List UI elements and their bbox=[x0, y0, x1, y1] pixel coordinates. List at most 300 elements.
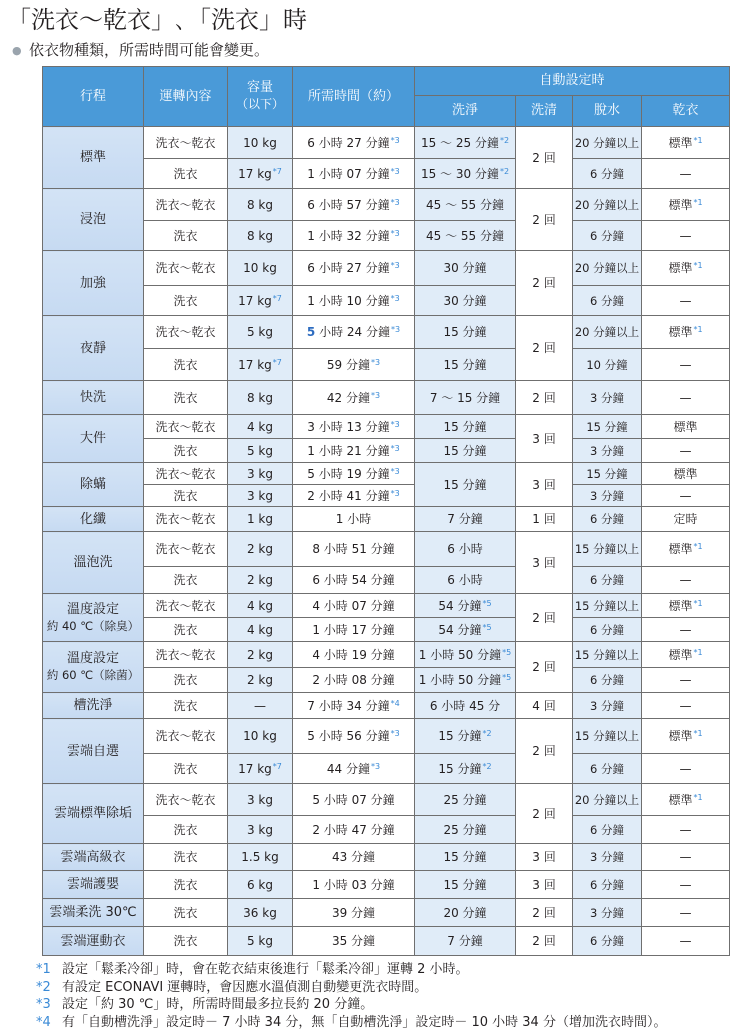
mode-cell bbox=[144, 618, 228, 642]
spin-cell-text: 6 分鐘 bbox=[590, 622, 624, 637]
header-course bbox=[43, 67, 144, 127]
time-cell bbox=[293, 221, 415, 251]
spin-cell bbox=[573, 127, 642, 159]
mode-cell-text: 洗衣 bbox=[173, 905, 198, 920]
rinse-cell bbox=[516, 189, 573, 251]
footnote-ref: *1 bbox=[693, 729, 703, 738]
time-cell bbox=[293, 816, 415, 844]
dry-cell-text: 標準 bbox=[668, 647, 693, 662]
footnote-1 bbox=[36, 961, 666, 979]
footnote-ref: *1 bbox=[693, 647, 703, 657]
bullet-icon: ● bbox=[12, 44, 22, 57]
time-cell bbox=[293, 784, 415, 816]
footnote-ref: *2 bbox=[482, 729, 492, 738]
program-name bbox=[43, 899, 144, 927]
table-row bbox=[43, 485, 730, 507]
spin-cell bbox=[573, 349, 642, 381]
header-capacity-sublabel: （以下） bbox=[235, 97, 284, 111]
capacity-cell bbox=[228, 251, 293, 286]
dry-cell bbox=[642, 784, 730, 816]
rinse-cell bbox=[516, 642, 573, 693]
wash-cell-text: 15 分鐘 bbox=[443, 477, 487, 492]
table-row bbox=[43, 754, 730, 784]
rinse-cell bbox=[516, 507, 573, 532]
time-cell-text: 2 小時 41 分鐘 bbox=[307, 488, 390, 503]
dry-cell-text: 標準 bbox=[668, 135, 693, 150]
wash-cell-text: 30 分鐘 bbox=[443, 293, 487, 308]
header-mode-label: 運轉內容 bbox=[159, 88, 212, 104]
time-cell bbox=[293, 871, 415, 899]
spin-cell-text: 20 分鐘以上 bbox=[574, 135, 640, 150]
wash-cell bbox=[415, 594, 516, 618]
program-name-label: 槽洗淨 bbox=[73, 698, 113, 713]
wash-cell-text: 25 分鐘 bbox=[443, 792, 487, 807]
mode-cell-text: 洗衣 bbox=[173, 390, 198, 405]
dry-cell bbox=[642, 507, 730, 532]
time-cell-text: 6 小時 54 分鐘 bbox=[312, 573, 395, 587]
spin-cell-text: 20 分鐘以上 bbox=[574, 792, 640, 807]
footnote-ref: *3 bbox=[390, 419, 400, 429]
time-cell-text: 6 小時 27 分鐘 bbox=[307, 135, 390, 150]
mode-cell-text: 洗衣～乾衣 bbox=[155, 792, 216, 807]
rinse-cell bbox=[516, 251, 573, 316]
wash-cell bbox=[415, 668, 516, 693]
spin-cell-text: 3 分鐘 bbox=[590, 698, 624, 713]
capacity-cell-text: 2 kg bbox=[246, 647, 273, 662]
wash-cell-text: 30 分鐘 bbox=[443, 261, 487, 275]
time-cell bbox=[293, 532, 415, 567]
wash-cell bbox=[415, 693, 516, 719]
program-name-sublabel: 約 40 ℃（除臭） bbox=[46, 618, 140, 633]
mode-cell bbox=[144, 507, 228, 532]
capacity-cell bbox=[228, 594, 293, 618]
dry-cell-text: — bbox=[679, 488, 692, 503]
wash-cell bbox=[415, 439, 516, 463]
program-name bbox=[43, 189, 144, 251]
mode-cell bbox=[144, 349, 228, 381]
rinse-cell bbox=[516, 381, 573, 415]
capacity-cell-text: 4 kg bbox=[246, 598, 273, 613]
header-rinse-label: 洗清 bbox=[530, 103, 557, 118]
capacity-cell-text: 8 kg bbox=[246, 390, 273, 405]
program-name bbox=[43, 927, 144, 956]
capacity-cell bbox=[228, 463, 293, 485]
footnote-ref: *3 bbox=[390, 466, 400, 476]
spin-cell-text: 10 分鐘 bbox=[586, 357, 628, 372]
dry-cell bbox=[642, 485, 730, 507]
dry-cell-text: — bbox=[679, 622, 692, 637]
time-cell-text: 7 小時 34 分鐘 bbox=[307, 698, 390, 713]
dry-cell bbox=[642, 693, 730, 719]
dry-cell bbox=[642, 349, 730, 381]
dry-cell bbox=[642, 532, 730, 567]
spin-cell-text: 15 分鐘以上 bbox=[574, 598, 640, 613]
program-name bbox=[43, 594, 144, 642]
rinse-cell bbox=[516, 532, 573, 594]
dry-cell bbox=[642, 439, 730, 463]
time-cell bbox=[293, 618, 415, 642]
table-body bbox=[43, 127, 730, 956]
capacity-cell bbox=[228, 642, 293, 668]
program-name-label: 夜靜 bbox=[79, 340, 106, 356]
spin-cell-text: 3 分鐘 bbox=[590, 850, 624, 864]
header-mode bbox=[144, 67, 228, 127]
spin-cell bbox=[573, 754, 642, 784]
spin-cell-text: 6 分鐘 bbox=[590, 822, 624, 837]
capacity-cell bbox=[228, 286, 293, 316]
time-cell-text: 1 小時 bbox=[335, 512, 372, 526]
mode-cell bbox=[144, 159, 228, 189]
spin-cell bbox=[573, 381, 642, 415]
footnote-ref: *5 bbox=[482, 598, 492, 608]
dry-cell bbox=[642, 927, 730, 956]
table-row bbox=[43, 381, 730, 415]
wash-cell bbox=[415, 784, 516, 816]
spin-cell-text: 3 分鐘 bbox=[590, 488, 624, 503]
mode-cell bbox=[144, 251, 228, 286]
wash-cell-text: 1 小時 50 分鐘 bbox=[418, 647, 502, 662]
capacity-cell-text: 3 kg bbox=[246, 488, 273, 503]
spin-cell bbox=[573, 286, 642, 316]
time-cell bbox=[293, 439, 415, 463]
spin-cell bbox=[573, 844, 642, 871]
time-cell-text: 43 分鐘 bbox=[331, 850, 376, 864]
table-row bbox=[43, 349, 730, 381]
mode-cell bbox=[144, 463, 228, 485]
capacity-cell-text: 2 kg bbox=[246, 673, 273, 687]
capacity-cell-text: 1 kg bbox=[246, 512, 273, 526]
table-row bbox=[43, 251, 730, 286]
dry-cell bbox=[642, 899, 730, 927]
mode-cell bbox=[144, 754, 228, 784]
header-spin bbox=[573, 96, 642, 127]
rinse-cell bbox=[516, 316, 573, 381]
time-cell-text: 1 小時 10 分鐘 bbox=[307, 293, 390, 308]
mode-cell-text: 洗衣 bbox=[173, 622, 198, 637]
table-row bbox=[43, 927, 730, 956]
wash-cell bbox=[415, 349, 516, 381]
wash-cell-text: 54 分鐘 bbox=[438, 622, 482, 637]
spin-cell-text: 15 分鐘以上 bbox=[574, 542, 640, 556]
program-name bbox=[43, 251, 144, 316]
rinse-cell bbox=[516, 693, 573, 719]
spin-cell-text: 15 分鐘 bbox=[586, 466, 628, 481]
spin-cell-text: 6 分鐘 bbox=[590, 934, 624, 948]
mode-cell-text: 洗衣～乾衣 bbox=[155, 729, 216, 743]
wash-cell-text: 15 分鐘 bbox=[443, 357, 487, 372]
wash-cell-text: 20 分鐘 bbox=[443, 905, 487, 920]
time-cell bbox=[293, 899, 415, 927]
spin-cell bbox=[573, 532, 642, 567]
wash-cell bbox=[415, 221, 516, 251]
table-row bbox=[43, 784, 730, 816]
capacity-cell bbox=[228, 485, 293, 507]
dry-cell-text: — bbox=[679, 166, 692, 181]
header-spin-label: 脫水 bbox=[593, 103, 620, 118]
mode-cell bbox=[144, 127, 228, 159]
capacity-cell-text: 17 kg bbox=[238, 357, 272, 372]
dry-cell-text: 定時 bbox=[673, 512, 698, 526]
program-name-label: 雲端護嬰 bbox=[66, 877, 119, 892]
rinse-cell-text: 2 回 bbox=[532, 276, 556, 290]
page-title: 「洗衣～乾衣」､「洗衣」時 bbox=[7, 6, 307, 34]
spin-cell bbox=[573, 871, 642, 899]
mode-cell bbox=[144, 693, 228, 719]
table-row bbox=[43, 439, 730, 463]
wash-cell bbox=[415, 927, 516, 956]
capacity-cell-text: 6 kg bbox=[246, 877, 273, 892]
footnote-ref: *1 bbox=[693, 197, 703, 207]
subtitle-text: 依衣物種類，所需時間可能會變更。 bbox=[29, 41, 270, 59]
footnote-ref: *3 bbox=[371, 390, 381, 400]
time-cell bbox=[293, 251, 415, 286]
rinse-cell-text: 2 回 bbox=[532, 660, 556, 674]
footnote-ref: *3 bbox=[390, 729, 400, 738]
rinse-cell-text: 2 回 bbox=[532, 390, 556, 405]
dry-cell-text: 標準 bbox=[668, 542, 693, 556]
capacity-cell bbox=[228, 381, 293, 415]
program-name bbox=[43, 642, 144, 693]
capacity-cell bbox=[228, 871, 293, 899]
mode-cell bbox=[144, 844, 228, 871]
spin-cell-text: 20 分鐘以上 bbox=[574, 261, 640, 275]
capacity-cell bbox=[228, 507, 293, 532]
header-wash-label: 洗淨 bbox=[451, 103, 478, 118]
footnote-mark: *2 bbox=[36, 979, 51, 995]
wash-cell bbox=[415, 532, 516, 567]
mode-cell-text: 洗衣 bbox=[173, 934, 198, 948]
dry-cell bbox=[642, 642, 730, 668]
capacity-cell-text: 8 kg bbox=[246, 228, 273, 243]
spin-cell bbox=[573, 221, 642, 251]
time-cell-text: 3 小時 13 分鐘 bbox=[307, 419, 390, 434]
footnote-ref: *4 bbox=[390, 698, 400, 708]
rinse-cell bbox=[516, 784, 573, 844]
header-auto-settings bbox=[415, 67, 730, 96]
wash-cell-text: 15 分鐘 bbox=[443, 877, 487, 892]
dry-cell-text: — bbox=[679, 293, 692, 308]
dry-cell-text: 標準 bbox=[668, 325, 693, 339]
table-row bbox=[43, 159, 730, 189]
capacity-cell bbox=[228, 899, 293, 927]
spin-cell bbox=[573, 439, 642, 463]
time-cell bbox=[293, 927, 415, 956]
capacity-cell-text: 2 kg bbox=[246, 542, 273, 556]
program-name-label: 快洗 bbox=[79, 390, 106, 405]
time-cell bbox=[293, 349, 415, 381]
program-name-sublabel: 約 60 ℃（除菌） bbox=[46, 668, 140, 682]
spin-cell-text: 6 分鐘 bbox=[590, 228, 624, 243]
header-capacity bbox=[228, 67, 293, 127]
time-cell-text: 4 小時 07 分鐘 bbox=[312, 598, 395, 613]
spin-cell bbox=[573, 463, 642, 485]
dry-cell-text: — bbox=[679, 877, 692, 892]
rinse-cell bbox=[516, 844, 573, 871]
program-name-label: 溫度設定 bbox=[66, 651, 119, 666]
program-name-label: 大件 bbox=[79, 431, 106, 446]
mode-cell bbox=[144, 784, 228, 816]
mode-cell-text: 洗衣 bbox=[173, 850, 198, 864]
program-name bbox=[43, 463, 144, 507]
rinse-cell-text: 3 回 bbox=[532, 477, 556, 492]
time-cell bbox=[293, 381, 415, 415]
spin-cell bbox=[573, 485, 642, 507]
spin-cell bbox=[573, 642, 642, 668]
footnote-ref: *3 bbox=[371, 761, 381, 771]
wash-cell bbox=[415, 286, 516, 316]
time-cell bbox=[293, 754, 415, 784]
table-row bbox=[43, 221, 730, 251]
header-dry bbox=[642, 96, 730, 127]
capacity-cell bbox=[228, 844, 293, 871]
header-dry-label: 乾衣 bbox=[672, 103, 699, 118]
mode-cell-text: 洗衣 bbox=[173, 877, 198, 892]
table-row bbox=[43, 532, 730, 567]
wash-cell-text: 45 ～ 55 分鐘 bbox=[426, 197, 504, 212]
footnote-ref: *5 bbox=[502, 647, 512, 657]
capacity-cell-text: 17 kg bbox=[238, 293, 272, 308]
mode-cell-text: 洗衣～乾衣 bbox=[155, 261, 216, 275]
rinse-cell bbox=[516, 899, 573, 927]
table-row bbox=[43, 567, 730, 594]
capacity-cell bbox=[228, 439, 293, 463]
mode-cell-text: 洗衣 bbox=[173, 228, 198, 243]
table-row bbox=[43, 189, 730, 221]
mode-cell-text: 洗衣 bbox=[173, 761, 198, 776]
time-cell bbox=[293, 316, 415, 349]
capacity-cell bbox=[228, 349, 293, 381]
wash-cell-text: 54 分鐘 bbox=[438, 598, 482, 613]
spin-cell bbox=[573, 668, 642, 693]
program-name-label: 浸泡 bbox=[79, 212, 106, 227]
capacity-cell bbox=[228, 567, 293, 594]
spin-cell bbox=[573, 159, 642, 189]
mode-cell bbox=[144, 286, 228, 316]
time-cell-text: 5 小時 19 分鐘 bbox=[307, 466, 390, 481]
mode-cell-text: 洗衣 bbox=[173, 673, 198, 687]
time-cell bbox=[293, 844, 415, 871]
spin-cell-text: 6 分鐘 bbox=[590, 512, 624, 526]
capacity-cell bbox=[228, 127, 293, 159]
table-row bbox=[43, 594, 730, 618]
program-name bbox=[43, 784, 144, 844]
wash-cell-text: 6 小時 bbox=[447, 573, 483, 587]
dry-cell bbox=[642, 127, 730, 159]
footnote-ref: *2 bbox=[499, 135, 510, 145]
mode-cell-text: 洗衣～乾衣 bbox=[155, 419, 216, 434]
footnote-ref: *3 bbox=[390, 261, 400, 270]
wash-cell-text: 15 分鐘 bbox=[438, 761, 482, 776]
mode-cell bbox=[144, 927, 228, 956]
wash-cell bbox=[415, 507, 516, 532]
rinse-cell-text: 2 回 bbox=[532, 150, 556, 165]
capacity-cell-text: 8 kg bbox=[246, 197, 273, 212]
program-name bbox=[43, 844, 144, 871]
mode-cell-text: 洗衣～乾衣 bbox=[155, 647, 216, 662]
time-cell-text: 39 分鐘 bbox=[331, 905, 376, 920]
spin-cell-text: 3 分鐘 bbox=[590, 443, 624, 458]
table-row bbox=[43, 816, 730, 844]
dry-cell-text: — bbox=[679, 390, 692, 405]
wash-cell bbox=[415, 719, 516, 754]
dry-cell-text: — bbox=[679, 673, 692, 687]
spin-cell-text: 6 分鐘 bbox=[590, 673, 624, 687]
program-name-label: 標準 bbox=[79, 150, 106, 165]
footnote-ref: *2 bbox=[482, 761, 492, 771]
capacity-cell bbox=[228, 719, 293, 754]
time-cell bbox=[293, 668, 415, 693]
mode-cell-text: 洗衣 bbox=[173, 822, 198, 837]
time-cell-text: 2 小時 08 分鐘 bbox=[312, 673, 395, 687]
footnote-ref: *5 bbox=[502, 673, 512, 682]
time-cell bbox=[293, 415, 415, 439]
mode-cell bbox=[144, 381, 228, 415]
time-cell-text: 5 小時 56 分鐘 bbox=[307, 729, 390, 743]
mode-cell bbox=[144, 221, 228, 251]
dry-cell-text: — bbox=[679, 698, 692, 713]
time-cell-text: 1 小時 32 分鐘 bbox=[307, 228, 390, 243]
capacity-cell-text: 5 kg bbox=[246, 443, 273, 458]
rinse-cell-text: 2 回 bbox=[532, 744, 556, 758]
spin-cell bbox=[573, 507, 642, 532]
program-name-label: 雲端柔洗 30℃ bbox=[49, 905, 137, 920]
wash-cell bbox=[415, 381, 516, 415]
rinse-cell-text: 2 回 bbox=[532, 934, 556, 948]
mode-cell-text: 洗衣 bbox=[173, 573, 198, 587]
rinse-cell bbox=[516, 594, 573, 642]
spin-cell bbox=[573, 927, 642, 956]
table-row bbox=[43, 871, 730, 899]
dry-cell-text: — bbox=[679, 822, 692, 837]
dry-cell bbox=[642, 668, 730, 693]
spin-cell bbox=[573, 316, 642, 349]
spin-cell-text: 6 分鐘 bbox=[590, 573, 624, 587]
rinse-cell-text: 3 回 bbox=[532, 555, 556, 570]
footnote-ref: *3 bbox=[390, 325, 401, 334]
time-cell bbox=[293, 567, 415, 594]
header-course-label: 行程 bbox=[79, 88, 106, 104]
table-row bbox=[43, 719, 730, 754]
capacity-cell-text: 3 kg bbox=[246, 466, 273, 481]
rinse-cell bbox=[516, 127, 573, 189]
capacity-cell bbox=[228, 415, 293, 439]
wash-cell-text: 15 分鐘 bbox=[443, 325, 487, 339]
dry-cell-text: 標準 bbox=[668, 197, 693, 212]
mode-cell bbox=[144, 816, 228, 844]
dry-cell bbox=[642, 251, 730, 286]
time-cell-text: 小時 24 分鐘 bbox=[315, 325, 390, 339]
footnote-ref: *2 bbox=[499, 166, 510, 176]
footnote-ref: *7 bbox=[272, 166, 282, 176]
program-name-label: 化纖 bbox=[79, 511, 106, 527]
program-name bbox=[43, 127, 144, 189]
program-name bbox=[43, 507, 144, 532]
spin-cell-text: 15 分鐘 bbox=[586, 419, 628, 434]
footnote-ref: *1 bbox=[693, 792, 703, 802]
mode-cell-text: 洗衣 bbox=[173, 698, 198, 713]
dry-cell bbox=[642, 463, 730, 485]
mode-cell bbox=[144, 415, 228, 439]
spin-cell-text: 15 分鐘以上 bbox=[574, 647, 640, 662]
header-time-label: 所需時間（約） bbox=[307, 88, 399, 104]
footnote-text: 有設定 ECONAVI 運轉時，會因應水溫偵測自動變更洗衣時間。 bbox=[62, 979, 428, 995]
time-cell-text: 1 小時 21 分鐘 bbox=[307, 443, 390, 458]
capacity-cell bbox=[228, 668, 293, 693]
dry-cell bbox=[642, 567, 730, 594]
mode-cell-text: 洗衣 bbox=[173, 443, 198, 458]
footnote-ref: *1 bbox=[693, 542, 703, 551]
wash-cell-text: 7 分鐘 bbox=[447, 934, 483, 948]
